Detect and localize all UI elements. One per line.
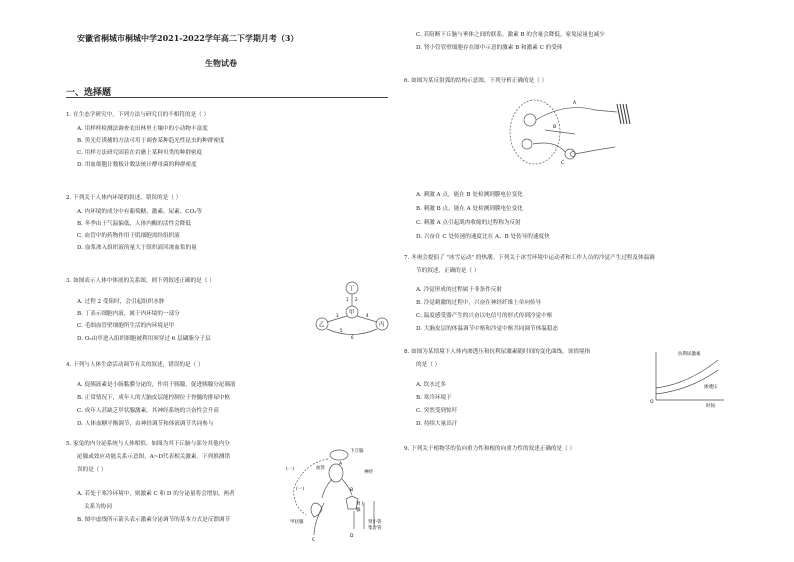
q6-stem: 6. 如图为某反射弧的结构示意图，下列分析正确的是（ ）: [404, 78, 548, 84]
q7-option-b: B. 冷觉刺激的过程中，兴奋在神经纤维上单向传导: [416, 300, 542, 306]
q2-option-c: C. 血管中的药物作用于肌细胞需经组织液: [77, 233, 180, 239]
fig3-num-6: 6: [351, 335, 354, 340]
fig5-adrenal-line2: 腺: [356, 508, 361, 513]
fig5-minus-1: (一): [286, 467, 295, 472]
q4-option-b: B. 正常情况下，成年人的大脑皮层能控制位于脊髓的排尿中枢: [77, 395, 231, 401]
q8-option-c: C. 突然受到惊吓: [416, 408, 458, 414]
endocrine-diagram: [284, 443, 394, 543]
fig6-point-b: B: [553, 125, 557, 130]
fig5-adrenal-line1: 肾上: [356, 502, 365, 507]
fig5-label-d: D: [350, 534, 354, 539]
fig5-thyroid: 甲状腺: [290, 520, 304, 525]
q3-option-a: A. 过程 2 受阻时，会引起组织水肿: [77, 299, 165, 305]
q5-option-b: B. 图中虚线所示箭头表示激素分泌调节的基本方式是反馈调节: [77, 517, 231, 523]
fig5-label-a: A: [339, 462, 343, 467]
fig5-hypothalamus: 下丘脑: [350, 449, 364, 454]
q6-option-a: A. 刺激 A 点，能在 B 处检测到膜电位变化: [416, 192, 523, 198]
q3-stem: 3. 如图表示人体中体液的关系图，则下列叙述正确的是（ ）: [66, 278, 215, 284]
q5-option-a-line2: 关系为协同: [84, 504, 112, 510]
fig5-tubule-line2: 集合管: [368, 526, 382, 531]
q4-option-d: D. 人体血糖平衡调节，由神经调节和体液调节共同参与: [77, 421, 214, 427]
fig3-num-5: 5: [340, 328, 343, 333]
fig3-num-2: 2: [355, 297, 358, 302]
q5-option-a-line1: A. 若处于寒冷环境中，则激素 C 和 D 的分泌量将会增加，两者: [77, 491, 235, 497]
q2-option-b: B. 冬季由于气温偏低，人体内酶的活性会降低: [77, 221, 191, 227]
q8-option-a: A. 饮水过多: [416, 382, 446, 388]
q3-option-b: B. 丁表示细胞内液，属于内环境的一部分: [77, 311, 180, 317]
fig5-minus-2: (一): [296, 487, 305, 492]
q1-option-a: A. 用样样检测法调查农田林里土壤中的小动物丰富度: [77, 126, 208, 132]
q8-stem-line1: 8. 如图为某情境下人体内渗透压和抗利尿激素随时间的变化曲线，该情境指: [404, 349, 591, 355]
q2-stem: 2. 下列关于人体内环境的叙述，错误的是（ ）: [66, 195, 182, 201]
fig8-y-label: 抗利尿激素: [678, 352, 701, 357]
q8-option-d: D. 持续大量出汗: [416, 421, 458, 427]
q1-option-c: C. 用样方法研究固着在岩礁上某种贝类的种群密度: [77, 150, 203, 156]
q5-stem-line1: 5. 家兔的内分泌系统与人体相似。如图为其下丘脑与部分其他内分: [66, 441, 230, 447]
fig3-label-yi: 乙: [319, 322, 325, 328]
q8-stem-line2: 的是（ ）: [416, 362, 441, 368]
body-fluid-diagram: [312, 280, 392, 340]
q4-stem: 4. 下列与人体生命活动调节有关的叙述，错误的是（ ）: [66, 362, 204, 368]
fig3-num-3: 3: [336, 313, 339, 318]
q2-option-a: A. 内环境的成分中有葡萄糖、激素、尿素、CO₂等: [77, 209, 202, 215]
fig5-blood-vessel: 血管: [316, 466, 325, 471]
q1-option-b: B. 黑光灯诱捕的方法可用于调查某种趋光性昆虫的种群密度: [77, 138, 225, 144]
q4-option-a: A. 促胰液素是小肠黏膜分泌的，作用于胰腺，促进胰腺分泌胰液: [77, 382, 236, 388]
q2-option-d: D. 血浆渗入组织液的量大于组织液回渗血浆的量: [77, 245, 197, 251]
osmotic-curve-diagram: [648, 348, 728, 408]
q5-stem-line3: 误的是（ ）: [77, 467, 107, 473]
fig5-label-b: B: [350, 488, 354, 493]
q5-option-d: D. 肾小管管壁细胞存在图中示意的激素 B 和激素 C 的受体: [416, 45, 563, 51]
fig3-label-ding: 丁: [349, 286, 355, 292]
fig8-series-label: 渗透压: [704, 385, 718, 390]
fig5-nerve: 神经: [364, 470, 373, 475]
fig3-num-1: 1: [346, 297, 349, 302]
q9-stem: 9. 下列关于植物茎的负向重力性和根的向重力性的叙述正确的是（ ）: [404, 446, 576, 452]
q7-option-a: A. 冷觉形成的过程属于非条件反射: [416, 287, 502, 293]
q6-option-c: C. 刺激 A 点引起肌肉收缩的过程称为反射: [416, 220, 521, 226]
page-title: 安徽省桐城市桐城中学2021-2022学年高二下学期月考（3）: [77, 33, 299, 43]
fig8-x-label: 时间: [706, 404, 715, 409]
q5-stem-line2: 泌腺或效应功能关系示意图，A~D代表相关激素。下列推测错: [77, 454, 231, 460]
q8-option-b: B. 寒冷环境下: [416, 395, 452, 401]
reflex-arc-diagram: [505, 92, 635, 177]
fig8-origin: O: [650, 400, 654, 405]
q4-option-c: C. 成年人甚缺乏甲状腺激素，其神经系统的兴奋性会升高: [77, 408, 219, 414]
q1-stem: 1. 在生态学研究中，下列方法与研究目的不相符的是（ ）: [66, 112, 210, 118]
fig3-num-4: 4: [366, 313, 369, 318]
q3-option-c: C. 毛细血管壁细胞所生活的内环境是甲: [77, 323, 175, 329]
section-heading: 一、选择题: [66, 88, 112, 98]
fig6-point-a: A: [573, 101, 577, 106]
q1-option-d: D. 用血细胞计数板计数法统计酵母菌的种群密度: [77, 162, 197, 168]
q3-option-d: D. O₂由甲进入组织细胞被利用须穿过 6 层磷脂分子层: [77, 336, 211, 342]
q5-option-c: C. 若阻断下丘脑与垂体之间的联系，激素 B 的含量会降低，家兔尿量也减少: [416, 32, 605, 38]
fig6-point-c: C: [561, 161, 565, 166]
fig5-label-c: C: [312, 538, 316, 543]
q7-stem-line2: 节的叙述，正确的是（ ）: [416, 268, 480, 274]
q7-option-d: D. 大脑皮层的体温调节中枢和冷觉中枢共同调节体温稳态: [416, 326, 559, 332]
q6-option-d: D. 兴奋在 C 处传递的速度比在 A、B 处传导的速度快: [416, 234, 550, 240]
fig3-label-bing: 丙: [379, 322, 385, 328]
page-subtitle: 生物试卷: [205, 58, 237, 68]
fig3-label-jia: 甲: [349, 310, 355, 316]
q7-option-c: C. 温度感受器产生的兴奋以电信号的形式传到冷觉中枢: [416, 313, 553, 319]
q6-option-b: B. 刺激 B 点，能在 A 处检测到膜电位变化: [416, 206, 523, 212]
section-rule: [66, 97, 388, 98]
fig5-tubule-line1: 肾小管: [368, 520, 382, 525]
q7-stem-line1: 7. 冬奥会提倡了 "冰雪运动" 的热潮。下列关于冰雪环境中运动者和工作人员的冷觉产生过程及体温调: [404, 255, 655, 261]
